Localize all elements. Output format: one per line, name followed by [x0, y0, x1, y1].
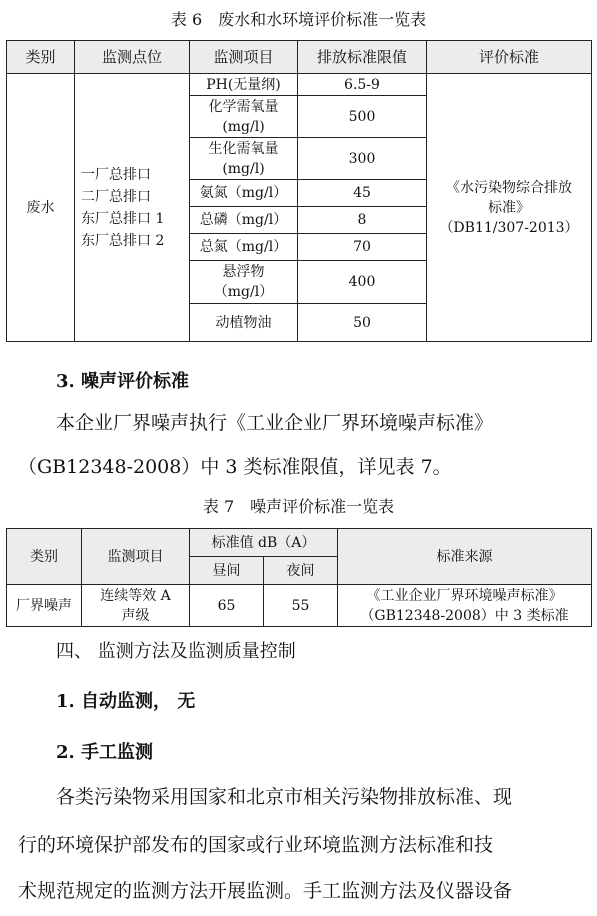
limit-cell: 45 [298, 180, 427, 207]
item-text: 悬浮物 [222, 264, 265, 280]
source-text: 《工业企业厂界环境噪声标准》 [366, 587, 563, 604]
paragraph-line: 术规范规定的监测方法开展监测。手工监测方法及仪器设备 [18, 880, 513, 902]
section4-paragraph [18, 772, 588, 822]
item-cell [190, 138, 298, 180]
table-header-row [7, 529, 592, 557]
source-text: （GB12348-2008）中 3 类标准 [360, 607, 569, 624]
limit-cell: 8 [298, 207, 427, 234]
item-cell [190, 261, 298, 304]
header-night: 夜间 [264, 557, 338, 585]
item-unit: （mg/l） [213, 284, 274, 300]
table7-caption: 表 7 噪声评价标准一览表 [202, 497, 395, 516]
header-item: 监测项目 [82, 529, 190, 585]
item-text: 动植物油 [215, 314, 272, 331]
paragraph-line: 行的环境保护部发布的国家或行业环境监测方法标准和技 [18, 834, 494, 856]
limit-cell: 400 [298, 261, 427, 304]
table6-caption: 表 6 废水和水环境评价标准一览表 [170, 10, 427, 29]
item-cell [190, 180, 298, 207]
noise-standards-table [6, 528, 592, 627]
standard-text: （DB11/307-2013） [439, 219, 579, 236]
standard-text: 《水污染物综合排放 [446, 179, 572, 196]
header-day: 昼间 [190, 557, 264, 585]
point-item: 东厂总排口 2 [81, 232, 165, 249]
item-cell [82, 585, 190, 627]
limit-cell: 70 [298, 234, 427, 261]
item-cell [190, 304, 298, 342]
limit-cell: 6.5-9 [298, 74, 427, 96]
item-text: 氨氮（mg/l） [199, 185, 288, 201]
item-text: 生化需氧量 [208, 140, 279, 157]
category-cell: 厂界噪声 [7, 585, 82, 627]
point-item: 东厂总排口 1 [81, 210, 165, 227]
limit-cell: 500 [298, 96, 427, 138]
header-category: 类别 [7, 41, 75, 74]
section3-paragraph-cont [18, 442, 588, 492]
item-unit: (mg/l) [222, 160, 265, 177]
point-item: 二厂总排口 [81, 188, 151, 205]
header-limit: 标准值 dB（A） [190, 529, 338, 557]
monitoring-points-cell [75, 74, 190, 342]
wastewater-standards-table [6, 40, 592, 342]
header-limit: 排放标准限值 [298, 41, 427, 74]
table-header-row [7, 41, 592, 74]
limit-cell: 50 [298, 304, 427, 342]
item-cell [190, 74, 298, 96]
header-category: 类别 [7, 529, 82, 585]
section4-heading: 四、 监测方法及监测质量控制 [56, 641, 296, 662]
section3-heading: 3. 噪声评价标准 [56, 371, 190, 392]
day-value-cell: 65 [190, 585, 264, 627]
limit-cell: 300 [298, 138, 427, 180]
section3-paragraph [18, 398, 588, 448]
item-text: 总氮（mg/l） [199, 239, 288, 255]
standard-cell [427, 74, 592, 342]
paragraph-line: 本企业厂界噪声执行《工业企业厂界环境噪声标准》 [56, 412, 494, 434]
table-row [7, 74, 592, 96]
item-unit: (mg/l) [222, 118, 265, 135]
source-cell [338, 585, 592, 627]
paragraph-line: 各类污染物采用国家和北京市相关污染物排放标准、现 [56, 786, 513, 808]
header-source: 标准来源 [338, 529, 592, 585]
table-row [7, 585, 592, 627]
manual-subheading-1: 1. 自动监测， 无 [56, 691, 196, 712]
item-text: 声级 [121, 607, 150, 624]
item-cell [190, 207, 298, 234]
point-item: 一厂总排口 [81, 166, 151, 183]
standard-text: 标准》 [488, 199, 530, 216]
header-standard: 评价标准 [427, 41, 592, 74]
paragraph-line: （GB12348-2008）中 3 类标准限值，详见表 7。 [18, 456, 452, 478]
item-text: 总磷（mg/l） [199, 212, 288, 228]
item-text: 化学需氧量 [208, 98, 279, 115]
item-cell [190, 96, 298, 138]
section4-paragraph-cont [18, 820, 588, 916]
item-text: 连续等效 A [100, 587, 171, 604]
item-text: PH(无量纲) [206, 76, 281, 93]
header-point: 监测点位 [75, 41, 190, 74]
manual-subheading-2: 2. 手工监测 [56, 742, 154, 763]
category-cell: 废水 [7, 74, 75, 342]
item-cell [190, 234, 298, 261]
header-item: 监测项目 [190, 41, 298, 74]
night-value-cell: 55 [264, 585, 338, 627]
